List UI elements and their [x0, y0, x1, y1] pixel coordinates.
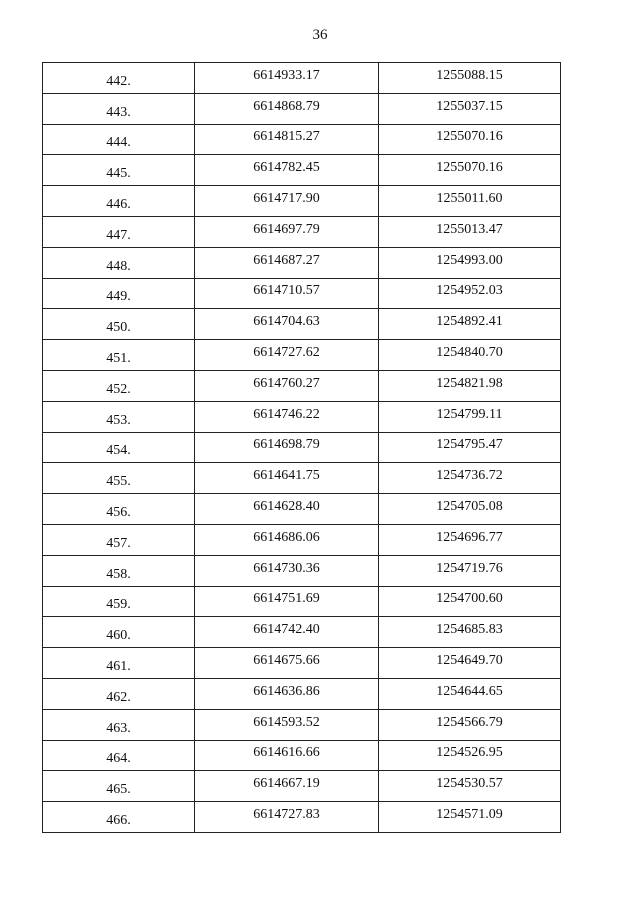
x-coordinate-cell: 6614675.66 — [195, 648, 379, 679]
x-coordinate-cell: 6614698.79 — [195, 432, 379, 463]
point-number-cell: 451. — [43, 340, 195, 371]
point-number-cell: 460. — [43, 617, 195, 648]
point-number-cell: 448. — [43, 247, 195, 278]
x-coordinate-cell: 6614751.69 — [195, 586, 379, 617]
point-number-cell: 459. — [43, 586, 195, 617]
point-number-cell: 463. — [43, 709, 195, 740]
table-row — [43, 309, 561, 340]
table-row — [43, 247, 561, 278]
y-coordinate-cell: 1254821.98 — [379, 370, 561, 401]
table-row — [43, 617, 561, 648]
x-coordinate-cell: 6614717.90 — [195, 186, 379, 217]
y-coordinate-cell: 1254700.60 — [379, 586, 561, 617]
y-coordinate-cell: 1254644.65 — [379, 678, 561, 709]
point-number-cell: 462. — [43, 678, 195, 709]
table-row — [43, 709, 561, 740]
point-number-cell: 454. — [43, 432, 195, 463]
point-number-cell: 466. — [43, 802, 195, 833]
x-coordinate-cell: 6614746.22 — [195, 401, 379, 432]
y-coordinate-cell: 1255011.60 — [379, 186, 561, 217]
point-number-cell: 453. — [43, 401, 195, 432]
point-number-cell: 464. — [43, 740, 195, 771]
coordinates-table-body — [43, 63, 561, 833]
x-coordinate-cell: 6614727.62 — [195, 340, 379, 371]
y-coordinate-cell: 1255088.15 — [379, 63, 561, 94]
table-row — [43, 93, 561, 124]
x-coordinate-cell: 6614641.75 — [195, 463, 379, 494]
y-coordinate-cell: 1254530.57 — [379, 771, 561, 802]
x-coordinate-cell: 6614667.19 — [195, 771, 379, 802]
point-number-cell: 452. — [43, 370, 195, 401]
table-row — [43, 370, 561, 401]
x-coordinate-cell: 6614868.79 — [195, 93, 379, 124]
point-number-cell: 450. — [43, 309, 195, 340]
table-row — [43, 740, 561, 771]
table-row — [43, 802, 561, 833]
x-coordinate-cell: 6614636.86 — [195, 678, 379, 709]
point-number-cell: 457. — [43, 524, 195, 555]
x-coordinate-cell: 6614727.83 — [195, 802, 379, 833]
point-number-cell: 461. — [43, 648, 195, 679]
x-coordinate-cell: 6614710.57 — [195, 278, 379, 309]
x-coordinate-cell: 6614782.45 — [195, 155, 379, 186]
y-coordinate-cell: 1255037.15 — [379, 93, 561, 124]
y-coordinate-cell: 1254685.83 — [379, 617, 561, 648]
table-row — [43, 278, 561, 309]
x-coordinate-cell: 6614815.27 — [195, 124, 379, 155]
table-row — [43, 124, 561, 155]
point-number-cell: 443. — [43, 93, 195, 124]
y-coordinate-cell: 1255013.47 — [379, 216, 561, 247]
y-coordinate-cell: 1255070.16 — [379, 155, 561, 186]
point-number-cell: 456. — [43, 494, 195, 525]
table-row — [43, 401, 561, 432]
coordinates-table — [42, 62, 561, 833]
x-coordinate-cell: 6614593.52 — [195, 709, 379, 740]
point-number-cell: 455. — [43, 463, 195, 494]
point-number-cell: 442. — [43, 63, 195, 94]
y-coordinate-cell: 1254892.41 — [379, 309, 561, 340]
table-row — [43, 463, 561, 494]
x-coordinate-cell: 6614687.27 — [195, 247, 379, 278]
x-coordinate-cell: 6614742.40 — [195, 617, 379, 648]
x-coordinate-cell: 6614628.40 — [195, 494, 379, 525]
y-coordinate-cell: 1254795.47 — [379, 432, 561, 463]
table-row — [43, 63, 561, 94]
y-coordinate-cell: 1254571.09 — [379, 802, 561, 833]
x-coordinate-cell: 6614686.06 — [195, 524, 379, 555]
y-coordinate-cell: 1254696.77 — [379, 524, 561, 555]
point-number-cell: 446. — [43, 186, 195, 217]
y-coordinate-cell: 1254993.00 — [379, 247, 561, 278]
table-row — [43, 771, 561, 802]
y-coordinate-cell: 1254719.76 — [379, 555, 561, 586]
y-coordinate-cell: 1254840.70 — [379, 340, 561, 371]
y-coordinate-cell: 1254952.03 — [379, 278, 561, 309]
table-row — [43, 432, 561, 463]
table-row — [43, 186, 561, 217]
table-row — [43, 555, 561, 586]
table-row — [43, 216, 561, 247]
table-row — [43, 678, 561, 709]
x-coordinate-cell: 6614616.66 — [195, 740, 379, 771]
y-coordinate-cell: 1254705.08 — [379, 494, 561, 525]
x-coordinate-cell: 6614697.79 — [195, 216, 379, 247]
x-coordinate-cell: 6614760.27 — [195, 370, 379, 401]
y-coordinate-cell: 1254566.79 — [379, 709, 561, 740]
y-coordinate-cell: 1254526.95 — [379, 740, 561, 771]
page-number: 36 — [312, 27, 328, 43]
x-coordinate-cell: 6614730.36 — [195, 555, 379, 586]
table-row — [43, 155, 561, 186]
table-row — [43, 524, 561, 555]
point-number-cell: 449. — [43, 278, 195, 309]
point-number-cell: 445. — [43, 155, 195, 186]
table-row — [43, 494, 561, 525]
y-coordinate-cell: 1254649.70 — [379, 648, 561, 679]
y-coordinate-cell: 1254736.72 — [379, 463, 561, 494]
table-row — [43, 586, 561, 617]
table-row — [43, 648, 561, 679]
point-number-cell: 458. — [43, 555, 195, 586]
x-coordinate-cell: 6614933.17 — [195, 63, 379, 94]
point-number-cell: 447. — [43, 216, 195, 247]
y-coordinate-cell: 1255070.16 — [379, 124, 561, 155]
table-row — [43, 340, 561, 371]
y-coordinate-cell: 1254799.11 — [379, 401, 561, 432]
point-number-cell: 444. — [43, 124, 195, 155]
x-coordinate-cell: 6614704.63 — [195, 309, 379, 340]
point-number-cell: 465. — [43, 771, 195, 802]
